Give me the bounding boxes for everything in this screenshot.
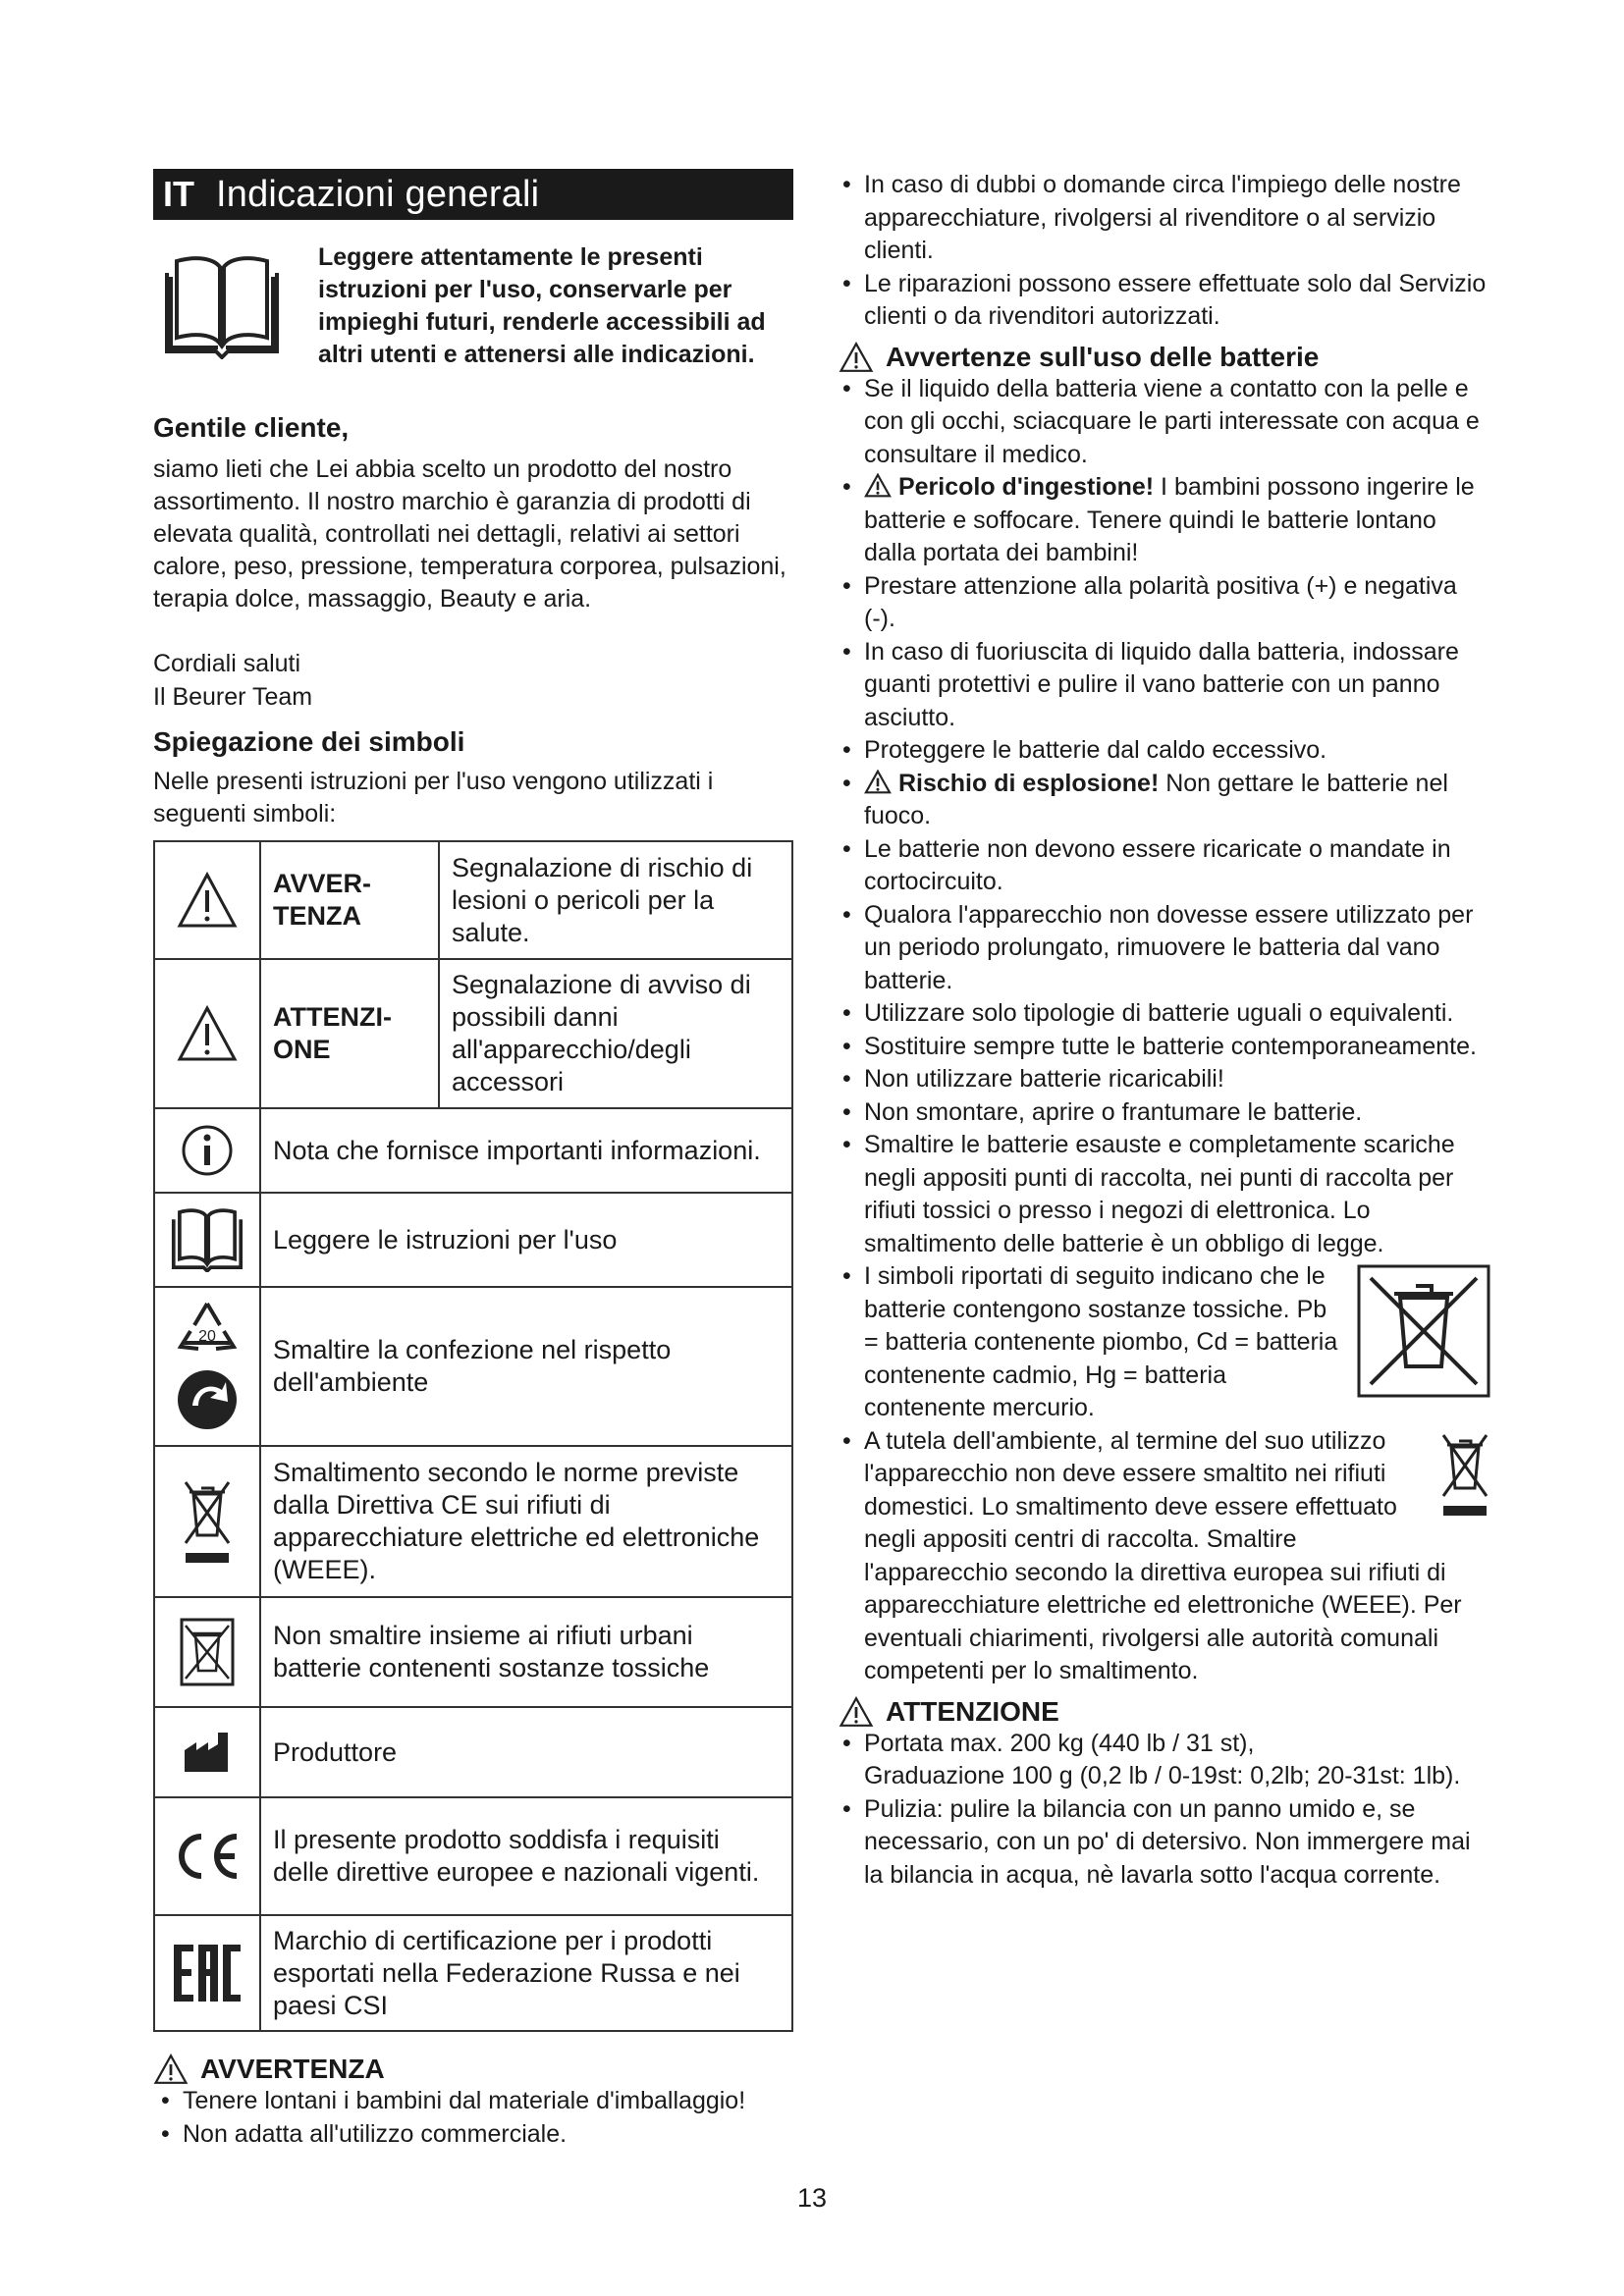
symbol-description: Nota che fornisce importanti informazioni. (260, 1108, 792, 1193)
list-item: • Tenere lontani i bambini dal materiale d'imballaggio! (153, 2085, 793, 2118)
symbol-description: Leggere le istruzioni per l'uso (260, 1193, 792, 1287)
language-code: IT (163, 174, 194, 214)
weee-bin-icon (182, 1474, 233, 1569)
warning-triangle-icon (839, 1696, 874, 1728)
avvertenza-heading (153, 2054, 793, 2085)
attenzione-list (835, 1728, 1490, 1893)
explosion-warning: Rischio di esplosione! (897, 769, 1160, 797)
closing-line-1: Cordiali saluti (153, 650, 301, 677)
warning-triangle-icon (176, 871, 239, 930)
list-item (835, 1425, 1490, 1688)
list-item: • In caso di fuoriuscita di liquido dalla batteria, indossare guanti protettivi e pulire il vano batterie con un panno asciutto. (835, 636, 1490, 735)
table-row (154, 1193, 792, 1287)
symbol-label: AVVER- TENZA (260, 841, 439, 959)
symbol-description: Smaltire la confezione nel rispetto dell'ambiente (260, 1287, 792, 1446)
list-item: • Pulizia: pulire la bilancia con un panno umido e, se necessario, con un po' di detersivo. Non immergere mai la bilancia in acqua, nè lavarla sotto l'acqua corrente. (835, 1793, 1490, 1893)
symbol-description: Smaltimento secondo le norme previste dalla Direttiva CE sui rifiuti di apparecchiature elettriche ed elettroniche (WEEE). (260, 1446, 792, 1597)
batterie-heading (839, 342, 1490, 373)
section-header (153, 169, 793, 220)
ingestion-text: I bambini possono ingerire le batterie e soffocare. Tenere quindi le batterie lontano dalla portata dei bambini! (864, 473, 1475, 566)
graduation-text: Graduazione 100 g (0,2 lb / 0-19st: 0,2lb; 20-31st: 1lb). (864, 1762, 1461, 1789)
battery-bin-icon (1357, 1264, 1490, 1398)
symbol-label: ATTENZI- ONE (260, 959, 439, 1108)
table-row (154, 1446, 792, 1597)
ingestion-warning: Pericolo d'ingestione! (897, 473, 1155, 501)
symbols-table (153, 840, 793, 2032)
batterie-title: Avvertenze sull'uso delle batterie (886, 341, 1320, 372)
batterie-list (835, 373, 1490, 1688)
list-item: • Se il liquido della batteria viene a contatto con la pelle e con gli occhi, sciacquare le parti interessate con acqua e consultare il medico. (835, 373, 1490, 472)
info-icon (181, 1124, 234, 1177)
symbol-description: Il presente prodotto soddisfa i requisiti delle direttive europee e nazionali vigenti. (260, 1797, 792, 1915)
page-number: 13 (796, 2183, 828, 2213)
list-item: • Le batterie non devono essere ricaricate o mandate in cortocircuito. (835, 833, 1490, 899)
warning-triangle-icon (839, 342, 874, 373)
avvertenza-section (153, 2054, 793, 2151)
table-row (154, 1108, 792, 1193)
weee-text: A tutela dell'ambiente, al termine del suo utilizzo l'apparecchio non deve essere smaltito nei rifiuti domestici. Lo smaltimento deve essere effettuato negli appositi centri di raccolta. Smaltire l'apparecchio secondo la direttiva europea sui rifiuti di apparecchiature elettriche ed elettroniche (WEEE). Per eventuali chiarimenti, rivolgersi alle autorità comunali competenti per lo smaltimento. (864, 1426, 1462, 1684)
greeting-body: siamo lieti che Lei abbia scelto un prodotto del nostro assortimento. Il nostro marchio è garanzia di prodotti di elevata qualità, controllati nei dettagli, relativi ai settori calore, peso, pressione, temperatura corporea, pulsazioni, terapia dolce, massaggio, Beauty e aria. (153, 455, 786, 613)
symbol-description: Non smaltire insieme ai rifiuti urbani batterie contenenti sostanze tossiche (260, 1597, 792, 1707)
symbol-description: Segnalazione di rischio di lesioni o pericoli per la salute. (439, 841, 792, 959)
list-item (835, 1728, 1490, 1793)
manual-book-icon (159, 253, 285, 359)
manual-book-icon (168, 1207, 246, 1272)
table-row (154, 841, 792, 959)
list-item: • Utilizzare solo tipologie di batterie uguali o equivalenti. (835, 997, 1490, 1031)
table-row (154, 1797, 792, 1915)
greeting-heading: Gentile cliente, (153, 412, 350, 443)
warning-triangle-icon (153, 2054, 189, 2085)
warning-triangle-icon (864, 770, 892, 794)
table-row (154, 1287, 792, 1446)
attenzione-heading (839, 1696, 1490, 1728)
list-item: • Prestare attenzione alla polarità positiva (+) e negativa (-). (835, 570, 1490, 636)
warning-triangle-icon (176, 1004, 239, 1063)
explosion-text: Non gettare le batterie nel fuoco. (864, 769, 1448, 829)
table-row (154, 1597, 792, 1707)
attenzione-title: ATTENZIONE (886, 1695, 1059, 1727)
list-item (835, 471, 1490, 570)
list-item: • Le riparazioni possono essere effettuate solo dal Servizio clienti o da rivenditori autorizzati. (835, 268, 1490, 334)
ce-mark-icon (170, 1831, 244, 1882)
avvertenza-title: AVVERTENZA (200, 2054, 385, 2084)
list-item (835, 768, 1490, 833)
recycling-icon (171, 1298, 244, 1435)
right-column (835, 169, 1490, 1892)
list-item: • Non adatta all'utilizzo commerciale. (153, 2118, 793, 2152)
eac-mark-icon (172, 1943, 243, 2003)
list-item: • In caso di dubbi o domande circa l'impiego delle nostre apparecchiature, rivolgersi al rivenditore o al servizio clienti. (835, 169, 1490, 268)
manufacturer-icon (183, 1731, 232, 1774)
table-row (154, 1915, 792, 2031)
weee-bin-icon (1439, 1427, 1490, 1522)
avvertenza-list (153, 2085, 793, 2151)
symbols-heading: Spiegazione dei simboli (153, 726, 465, 757)
intro-text: Leggere attentamente le presenti istruzioni per l'uso, conservarle per impieghi futuri, renderle accessibili ad altri utenti e attenersi alle indicazioni. (318, 243, 766, 368)
list-item: • Smaltire le batterie esauste e completamente scariche negli appositi punti di raccolta, nei punti di raccolta per rifiuti tossici o presso i negozi di elettronica. Lo smaltimento delle batterie è un obbligo di legge. (835, 1129, 1490, 1260)
list-item: • Non smontare, aprire o frantumare le batterie. (835, 1096, 1490, 1130)
symbol-description: Marchio di certificazione per i prodotti esportati nella Federazione Russa e nei paesi CSI (260, 1915, 792, 2031)
symbol-description: Segnalazione di avviso di possibili danni all'apparecchio/degli accessori (439, 959, 792, 1108)
list-item: • Non utilizzare batterie ricaricabili! (835, 1063, 1490, 1096)
list-item: • Qualora l'apparecchio non dovesse essere utilizzato per un periodo prolungato, rimuovere le batteria dal vano batterie. (835, 899, 1490, 998)
symbols-intro: Nelle presenti istruzioni per l'uso vengono utilizzati i seguenti simboli: (153, 768, 714, 828)
list-item: • Sostituire sempre tutte le batterie contemporaneamente. (835, 1031, 1490, 1064)
warning-triangle-icon (864, 473, 892, 498)
table-row (154, 1707, 792, 1797)
symbol-description: Produttore (260, 1707, 792, 1797)
service-list (835, 169, 1490, 334)
toxic-symbols-text: I simboli riportati di seguito indicano che le batterie contengono sostanze tossiche. Pb = batteria contenente piombo, Cd = batteria contenente cadmio, Hg = batteria contenente mercurio. (864, 1262, 1338, 1421)
battery-bin-icon (180, 1618, 235, 1686)
intro-block (153, 241, 793, 379)
list-item: • Proteggere le batterie dal caldo eccessivo. (835, 734, 1490, 768)
closing-line-2: Il Beurer Team (153, 683, 313, 711)
list-item (835, 1260, 1490, 1425)
table-row (154, 959, 792, 1108)
svg-text:20: 20 (198, 1328, 216, 1345)
capacity-text: Portata max. 200 kg (440 lb / 31 st), (864, 1729, 1255, 1757)
section-title: Indicazioni generali (216, 173, 540, 215)
